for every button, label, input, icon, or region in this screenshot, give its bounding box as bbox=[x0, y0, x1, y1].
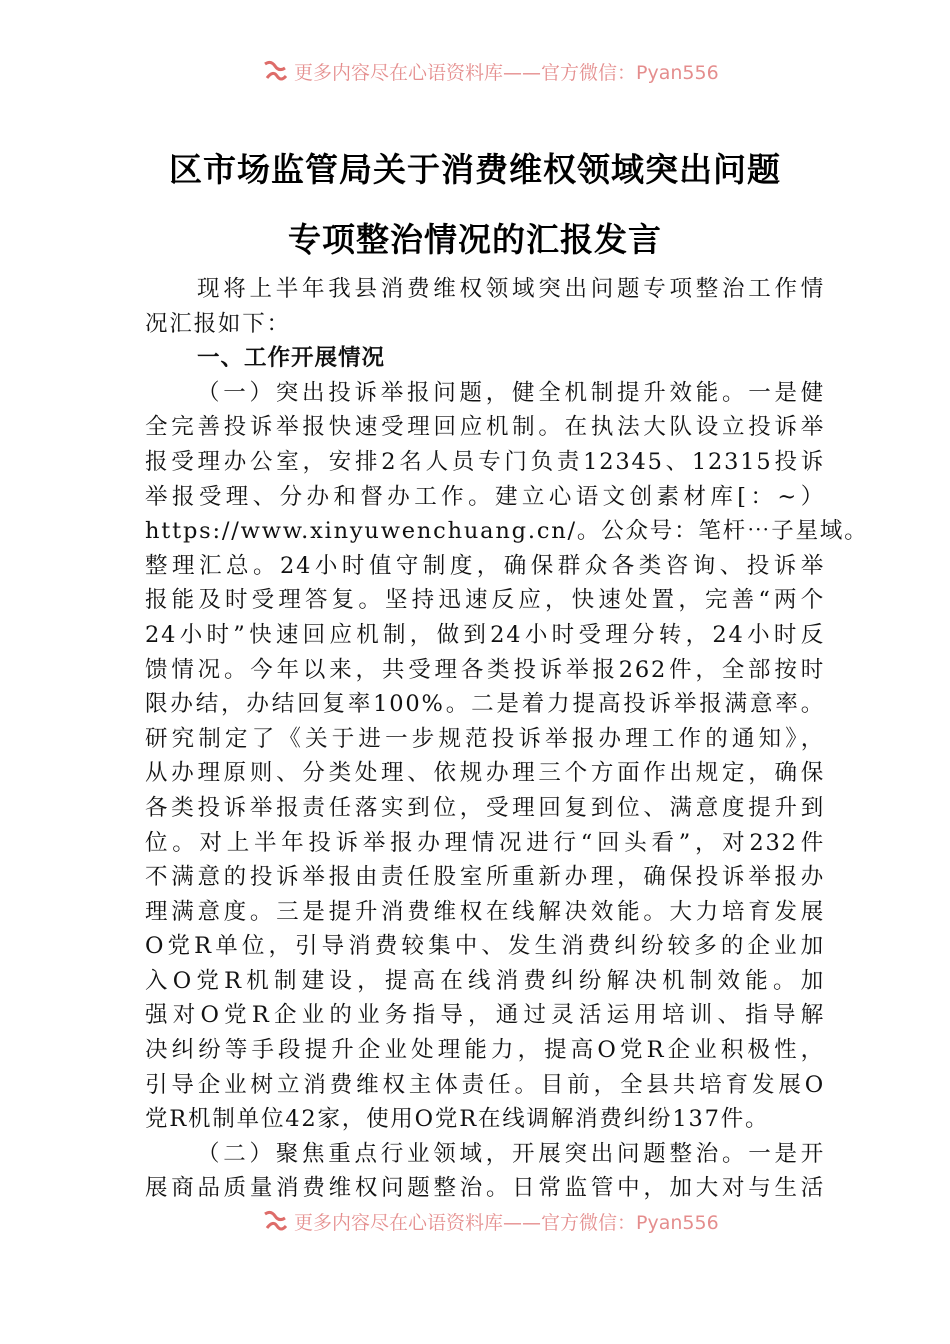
body-line: O党R单位，引导消费较集中、发生消费纠纷较多的企业加 bbox=[145, 933, 825, 960]
body-line: 全完善投诉举报快速受理回应机制。在执法大队设立投诉举 bbox=[145, 414, 825, 441]
body-line: 24小时”快速回应机制，做到24小时受理分转，24小时反 bbox=[145, 621, 825, 648]
body-line: 报能及时受理答复。坚持迅速反应，快速处置，完善“两个 bbox=[145, 587, 825, 614]
body-line: 入O党R机制建设，提高在线消费纠纷解决机制效能。加 bbox=[145, 967, 825, 994]
body-line: （二）聚焦重点行业领域，开展突出问题整治。一是开 bbox=[197, 1140, 825, 1167]
body-line: 展商品质量消费维权问题整治。日常监管中，加大对与生活 bbox=[145, 1175, 825, 1202]
document-body bbox=[145, 272, 869, 1206]
body-line: 引导企业树立消费维权主体责任。目前，全县共培育发展O bbox=[145, 1071, 825, 1098]
body-line: https://www.xinyuwenchuang.cn/。公众号：笔杆⋯子星域。 bbox=[145, 518, 869, 545]
body-line: 举报受理、分办和督办工作。建立心语文创素材库[：~） bbox=[145, 483, 825, 510]
watermark-logo-icon bbox=[262, 1208, 288, 1234]
document-title-line-1: 区市场监管局关于消费维权领域突出问题 bbox=[169, 150, 781, 189]
body-line: 研究制定了《关于进一步规范投诉举报办理工作的通知》， bbox=[145, 725, 825, 752]
body-line: 从办理原则、分类处理、依规办理三个方面作出规定，确保 bbox=[145, 760, 825, 787]
body-line: 报受理办公室，安排2名人员专门负责12345、12315投诉 bbox=[145, 448, 825, 475]
body-line: 位。对上半年投诉举报办理情况进行“回头看”，对232件 bbox=[145, 829, 825, 856]
body-line: 况汇报如下： bbox=[145, 310, 291, 337]
body-line: 党R机制单位42家，使用O党R在线调解消费纠纷137件。 bbox=[145, 1106, 770, 1133]
watermark-bottom bbox=[262, 1206, 742, 1236]
body-line: 各类投诉举报责任落实到位，受理回复到位、满意度提升到 bbox=[145, 794, 825, 821]
body-line: （一）突出投诉举报问题，健全机制提升效能。一是健 bbox=[197, 379, 825, 406]
body-line: 强对O党R企业的业务指导，通过灵活运用培训、指导解 bbox=[145, 1002, 825, 1029]
body-line: 不满意的投诉举报由责任股室所重新办理，确保投诉举报办 bbox=[145, 864, 825, 891]
body-line: 整理汇总。24小时值守制度，确保群众各类咨询、投诉举 bbox=[145, 552, 825, 579]
section-heading: 一、工作开展情况 bbox=[197, 345, 386, 372]
document-title-line-2: 专项整治情况的汇报发言 bbox=[288, 220, 662, 259]
watermark-top bbox=[262, 56, 742, 86]
body-line: 决纠纷等手段提升企业处理能力，提高O党R企业积极性， bbox=[145, 1037, 825, 1064]
watermark-text: 更多内容尽在心语资料库——官方微信：Pyan556 bbox=[294, 61, 719, 84]
body-line: 现将上半年我县消费维权领域突出问题专项整治工作情 bbox=[197, 276, 825, 302]
body-line: 限办结，办结回复率100%。二是着力提高投诉举报满意率。 bbox=[145, 691, 825, 718]
watermark-logo-icon bbox=[262, 58, 288, 84]
watermark-text: 更多内容尽在心语资料库——官方微信：Pyan556 bbox=[294, 1211, 719, 1234]
body-line: 馈情况。今年以来，共受理各类投诉举报262件，全部按时 bbox=[145, 656, 825, 683]
body-line: 理满意度。三是提升消费维权在线解决效能。大力培育发展 bbox=[145, 898, 825, 925]
